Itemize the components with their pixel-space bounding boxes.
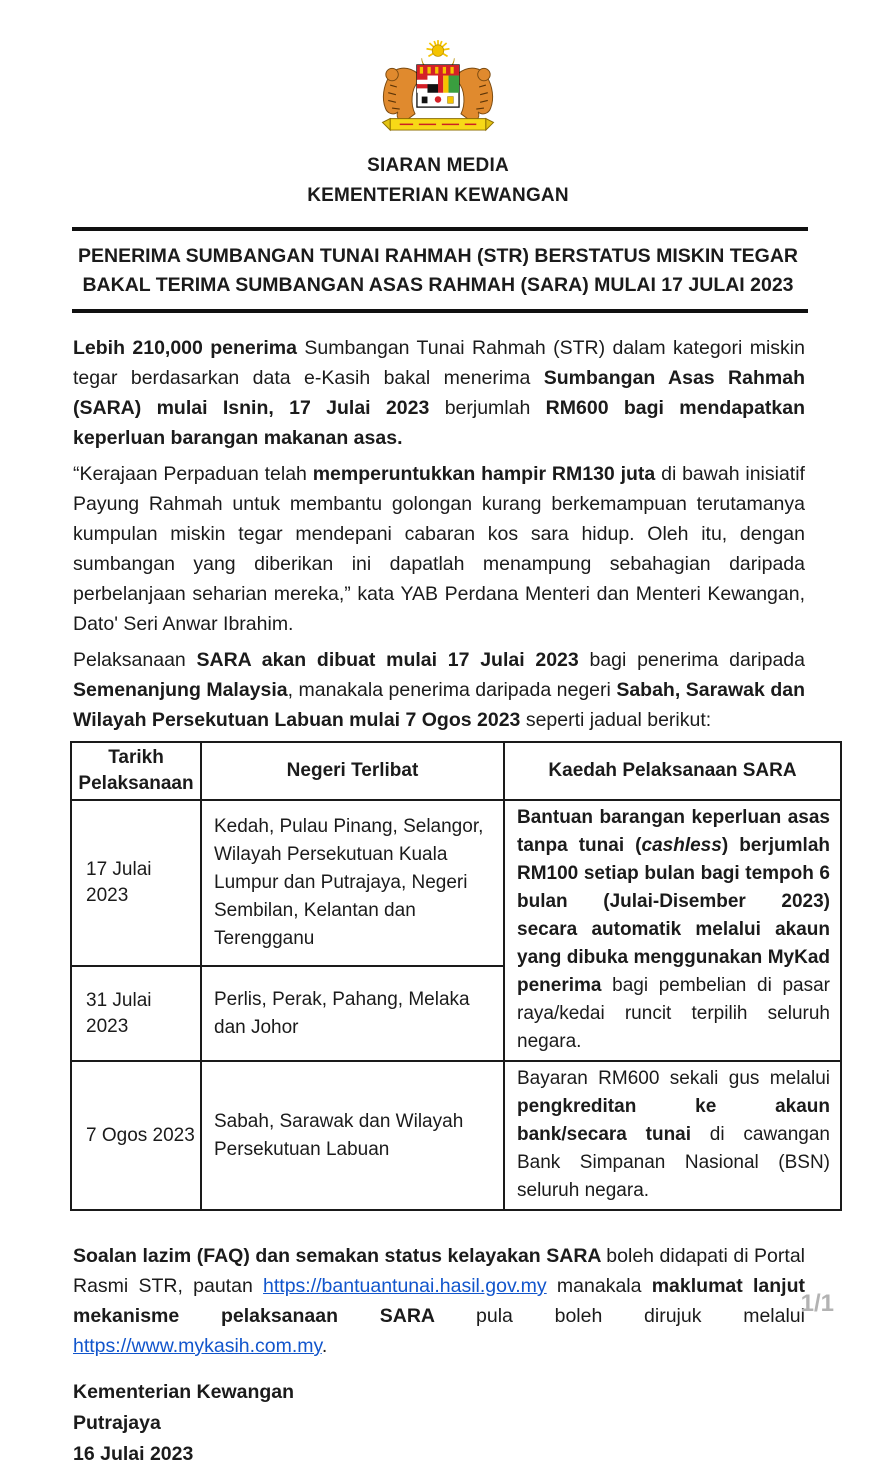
table-row [71, 1061, 841, 1210]
states-cell: Kedah, Pulau Pinang, Selangor, Wilayah Persekutuan Kuala Lumpur dan Putrajaya, Negeri Sembilan, Kelantan dan Terengganu [201, 800, 504, 966]
text-run: boleh didapati di Portal Rasmi STR, pautan [73, 1245, 805, 1297]
text-run: berjumlah [444, 397, 546, 419]
mykasih-link[interactable]: https://www.mykasih.com.my [73, 1335, 322, 1357]
states-cell: Perlis, Perak, Pahang, Melaka dan Johor [201, 966, 504, 1061]
text-run: di bawah inisiatif Payung Rahmah untuk membantu golongan kurang berkemampuan terutamanya kumpulan miskin tegar mendepani cabaran kos sara hidup. Oleh itu, dengan sumbangan yang diberikan ini dapatlah menampung sebahagian daripada perbelanjaan seharian mereka,” kata YAB Perdana Menteri dan Menteri Kewangan, Dato' Seri Anwar Ibrahim. [73, 463, 805, 635]
text-run: di cawangan Bank Simpanan Nasional (BSN) seluruh negara. [517, 1124, 830, 1201]
text-run: seperti jadual berikut: [525, 709, 712, 731]
document-title [0, 242, 876, 300]
text-run: Bayaran RM600 sekali gus melalui [517, 1068, 830, 1089]
page-number: 1/1 [800, 1290, 834, 1317]
text-run: SARA akan dibuat mulai 17 Julai 2023 [196, 649, 590, 671]
divider-under-title [72, 309, 808, 313]
divider-top [72, 227, 808, 231]
text-run: manakala [546, 1275, 652, 1297]
text-run: ) berjumlah RM100 setiap bulan bagi tempoh 6 bulan (Julai-Disember 2023) secara automatik melalui akaun yang dibuka menggunakan MyKad penerima [517, 835, 830, 996]
text-run: Sumbangan Asas Rahmah (SARA) mulai Isnin, 17 Julai 2023 [73, 367, 805, 419]
method-cashless-cell [504, 800, 841, 1061]
table-row [71, 800, 841, 966]
method-cash-cell [504, 1061, 841, 1210]
col-header-date: Tarikh Pelaksanaan [71, 742, 201, 800]
col-header-method: Kaedah Pelaksanaan SARA [504, 742, 841, 800]
date-cell: 17 Julai 2023 [71, 800, 201, 966]
table-header-row [71, 742, 841, 800]
text-run: . [321, 1335, 328, 1357]
col-header-states: Negeri Terlibat [201, 742, 504, 800]
implementation-schedule-table [70, 741, 842, 1211]
text-run: Bantuan barangan keperluan asas tanpa tunai ( [517, 807, 830, 856]
press-release-page [0, 38, 876, 1465]
text-run: cashless [641, 835, 722, 856]
signature-date: 16 Julai 2023 [73, 1443, 194, 1465]
text-run: Pelaksanaan [73, 649, 197, 671]
text-run: Semenanjung Malaysia [73, 679, 288, 701]
press-release-label: SIARAN MEDIA [367, 155, 509, 176]
text-run: Lebih 210,000 penerima [73, 337, 305, 359]
text-run: Sumbangan Tunai Rahmah (STR) dalam kategori miskin tegar berdasarkan data e-Kasih bakal menerima [73, 337, 805, 389]
paragraph-schedule-intro [73, 645, 805, 735]
text-run: maklumat lanjut mekanisme pelaksanaan SARA [73, 1275, 805, 1327]
document-title-line2: BAKAL TERIMA SUMBANGAN ASAS RAHMAH (SARA) MULAI 17 JULAI 2023 [82, 274, 794, 296]
signature-block [73, 1377, 876, 1470]
text-run: Sabah, Sarawak dan Wilayah Persekutuan Labuan mulai 7 Ogos 2023 [73, 679, 805, 731]
paragraph-quote [73, 459, 805, 639]
signature-city: Putrajaya [73, 1412, 161, 1434]
text-run: , manakala penerima daripada negeri [287, 679, 617, 701]
text-run: pula boleh dirujuk melalui [476, 1305, 805, 1327]
signature-ministry: Kementerian Kewangan [73, 1381, 295, 1403]
text-run: Soalan lazim (FAQ) dan semakan status kelayakan SARA [73, 1245, 607, 1267]
date-cell: 31 Julai 2023 [71, 966, 201, 1061]
ministry-name: KEMENTERIAN KEWANGAN [307, 185, 569, 206]
text-run: memperuntukkan hampir RM130 juta [312, 463, 662, 485]
bantuantunai-link[interactable]: https://bantuantunai.hasil.gov.my [263, 1275, 547, 1297]
malaysia-coat-of-arms-icon [371, 38, 505, 136]
paragraph-intro [73, 333, 805, 453]
text-run: bagi pembelian di pasar raya/kedai runcit terpilih seluruh negara. [517, 975, 830, 1052]
text-run: bagi penerima daripada [589, 649, 805, 671]
text-run: pengkreditan ke akaun bank/secara tunai [517, 1096, 830, 1145]
date-cell: 7 Ogos 2023 [71, 1061, 201, 1210]
states-cell: Sabah, Sarawak dan Wilayah Persekutuan Labuan [201, 1061, 504, 1210]
text-run: “Kerajaan Perpaduan telah [73, 463, 313, 485]
document-title-line1: PENERIMA SUMBANGAN TUNAI RAHMAH (STR) BERSTATUS MISKIN TEGAR [77, 245, 799, 267]
paragraph-faq-links [73, 1241, 805, 1361]
text-run: RM600 bagi mendapatkan keperluan barangan makanan asas. [73, 397, 806, 449]
